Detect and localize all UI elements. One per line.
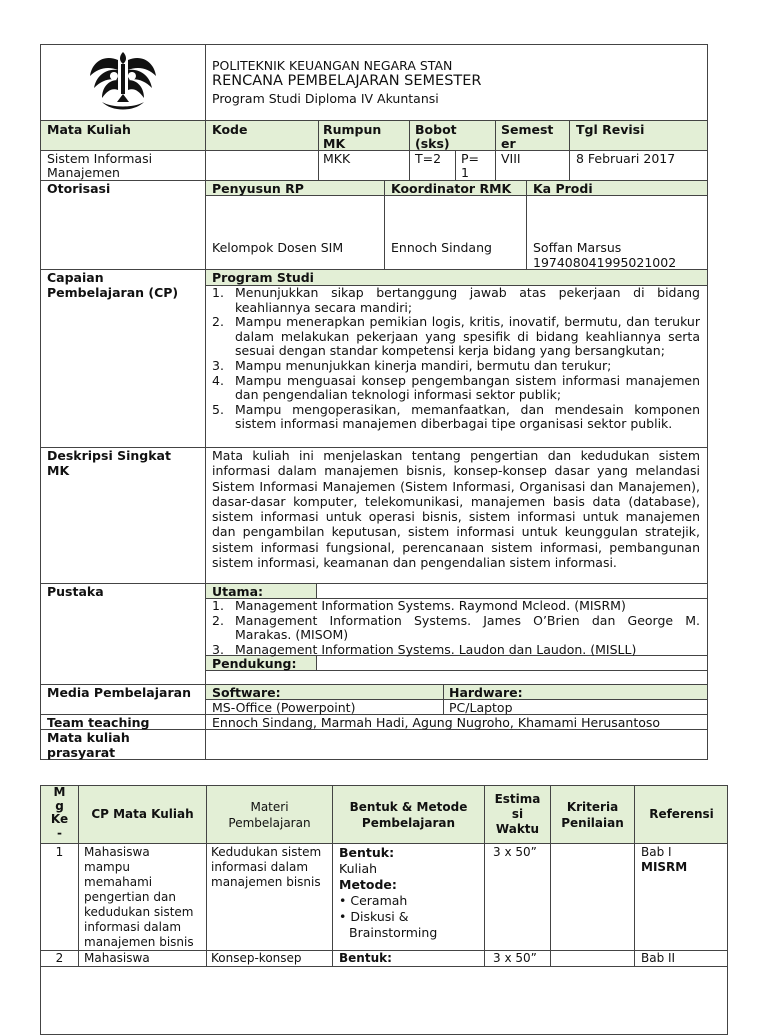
pustaka-item: 1. Management Information Systems. Raymond Mcleod. (MISRM) bbox=[212, 598, 626, 613]
row2-referensi: Bab II bbox=[641, 951, 676, 965]
label-otorisasi: Otorisasi bbox=[47, 181, 111, 196]
header-ka-prodi: Ka Prodi bbox=[533, 181, 593, 196]
label-prasyarat-2: prasyarat bbox=[47, 745, 116, 760]
label-bobot-2: (sks) bbox=[415, 136, 450, 151]
cp-item: 4. Mampu menguasai konsep pengembangan sistem informasi manajemen dan pengendalian teknologi informasi sektor publik; bbox=[212, 372, 700, 403]
value-tgl-revisi: 8 Februari 2017 bbox=[576, 151, 676, 166]
label-team: Team teaching bbox=[47, 715, 150, 730]
label-mata-kuliah: Mata Kuliah bbox=[47, 122, 131, 137]
header-materi: Materi Pembelajaran bbox=[228, 800, 311, 830]
value-bobot-p: P= bbox=[461, 151, 480, 166]
value-nip: 197408041995021002 bbox=[533, 255, 677, 270]
bullet-icon: • bbox=[339, 909, 347, 924]
label-hardware: Hardware: bbox=[449, 685, 523, 700]
label-tgl-revisi: Tgl Revisi bbox=[576, 122, 645, 137]
row2-cp: Mahasiswa bbox=[84, 951, 150, 965]
deskripsi-text: Mata kuliah ini menjelaskan tentang pengertian dan kedudukan sistem informasi dalam manajemen bisnis, konsep-konsep dasar yang melandasi Sistem Informasi Manajemen (Sistem Informasi, Organisasi dan Manajemen), dasar-dasar komputer, telekomunikasi, manajemen basis data (database), sistem informasi untuk operasi bisnis, sistem informasi untuk manajemen dan pengambilan keputusan, sistem informasi untuk keunggulan stratejik, sistem informasi fungsional, perencanaan sistem informasi, pembangunan sistem informasi, keamanan dan pengendalian sistem informasi. bbox=[212, 448, 700, 571]
header-cp: CP Mata Kuliah bbox=[91, 807, 194, 821]
value-rumpun: MKK bbox=[323, 151, 351, 166]
row1-bentuk: Bentuk: Kuliah Metode: • Ceramah • Diskusi & Brainstorming bbox=[339, 845, 438, 940]
header-referensi: Referensi bbox=[649, 807, 714, 821]
header-kriteria: Kriteria Penilaian bbox=[561, 800, 624, 830]
label-rumpun-2: MK bbox=[323, 136, 346, 151]
label-bobot: Bobot bbox=[415, 122, 457, 137]
label-prasyarat: Mata kuliah bbox=[47, 730, 130, 745]
label-kode: Kode bbox=[212, 122, 248, 137]
value-team: Ennoch Sindang, Marmah Hadi, Agung Nugroho, Khamami Herusantoso bbox=[212, 715, 661, 730]
institution-name: POLITEKNIK KEUANGAN NEGARA STAN bbox=[212, 58, 453, 73]
pustaka-list bbox=[212, 599, 700, 657]
header-program-studi: Program Studi bbox=[212, 270, 314, 285]
label-pustaka: Pustaka bbox=[47, 584, 104, 599]
row2-mg: 2 bbox=[55, 951, 64, 965]
cp-list bbox=[212, 286, 700, 432]
document-title: RENCANA PEMBELAJARAN SEMESTER bbox=[212, 73, 482, 89]
label-capaian: Capaian bbox=[47, 270, 104, 285]
bullet-icon: • bbox=[339, 893, 347, 908]
value-koordinator: Ennoch Sindang bbox=[391, 240, 492, 255]
header-bentuk: Bentuk & Metode Pembelajaran bbox=[349, 800, 468, 830]
label-capaian-2: Pembelajaran (CP) bbox=[47, 285, 179, 300]
value-bobot-p-2: 1 bbox=[461, 165, 469, 180]
header-mg: M g Ke - bbox=[50, 785, 69, 840]
row2-estimasi: 3 x 50” bbox=[493, 951, 537, 965]
label-media: Media Pembelajaran bbox=[47, 685, 191, 700]
row2-materi: Konsep-konsep bbox=[211, 951, 302, 965]
cp-item: 5. Mampu mengoperasikan, memanfaatkan, dan mendesain komponen sistem informasi manajemen diberbagai tipe organisasi sektor publik. bbox=[212, 401, 700, 432]
row1-materi: Kedudukan sistem informasi dalam manajemen bisnis bbox=[211, 845, 322, 889]
value-hardware: PC/Laptop bbox=[449, 700, 513, 715]
value-mata-kuliah-2: Manajemen bbox=[47, 165, 120, 180]
stan-logo-icon bbox=[88, 50, 158, 114]
value-ka-prodi: Soffan Marsus bbox=[533, 240, 622, 255]
pustaka-item: 3. Management Information Systems. Laudon dan Laudon. (MISLL) bbox=[212, 641, 637, 657]
program-name: Program Studi Diploma IV Akuntansi bbox=[212, 91, 439, 106]
label-utama: Utama: bbox=[212, 584, 264, 599]
header-penyusun: Penyusun RP bbox=[212, 181, 304, 196]
label-deskripsi: Deskripsi Singkat bbox=[47, 448, 171, 463]
value-semester: VIII bbox=[501, 151, 521, 166]
value-mata-kuliah: Sistem Informasi bbox=[47, 151, 153, 166]
cp-item: 2. Mampu menerapkan pemikian logis, kritis, inovatif, bermutu, dan terukur dalam melakukan pekerjaan yang spesifik di bidang keahliannya serta sesuai dengan standar kompetensi kerja bidang yang bersangkutan; bbox=[212, 314, 700, 359]
label-deskripsi-2: MK bbox=[47, 463, 70, 478]
row1-cp: Mahasiswa mampu memahami pengertian dan kedudukan sistem informasi dalam manajemen bisnis bbox=[84, 845, 194, 949]
row2-bentuk: Bentuk: bbox=[339, 951, 392, 965]
cp-item: 1. Menunjukkan sikap bertanggung jawab atas pekerjaan di bidang keahliannya secara mandiri; bbox=[212, 285, 700, 315]
value-bobot-t: T=2 bbox=[415, 151, 442, 166]
row1-referensi: Bab I MISRM bbox=[641, 845, 688, 874]
pustaka-item: 2. Management Information Systems. James O’Brien dan George M. Marakas. (MISOM) bbox=[212, 612, 700, 643]
value-penyusun: Kelompok Dosen SIM bbox=[212, 240, 344, 255]
label-semester-2: er bbox=[501, 136, 516, 151]
label-semester: Semest bbox=[501, 122, 554, 137]
label-rumpun: Rumpun bbox=[323, 122, 382, 137]
value-software: MS-Office (Powerpoint) bbox=[212, 700, 356, 715]
cp-item: 3. Mampu menunjukkan kinerja mandiri, bermutu dan terukur; bbox=[212, 357, 612, 373]
header-estimasi: Estima si Waktu bbox=[494, 792, 541, 836]
label-pendukung: Pendukung: bbox=[212, 656, 297, 671]
row1-mg: 1 bbox=[55, 845, 64, 859]
label-software: Software: bbox=[212, 685, 281, 700]
header-koordinator: Koordinator RMK bbox=[391, 181, 512, 196]
row1-estimasi: 3 x 50” bbox=[493, 845, 537, 859]
